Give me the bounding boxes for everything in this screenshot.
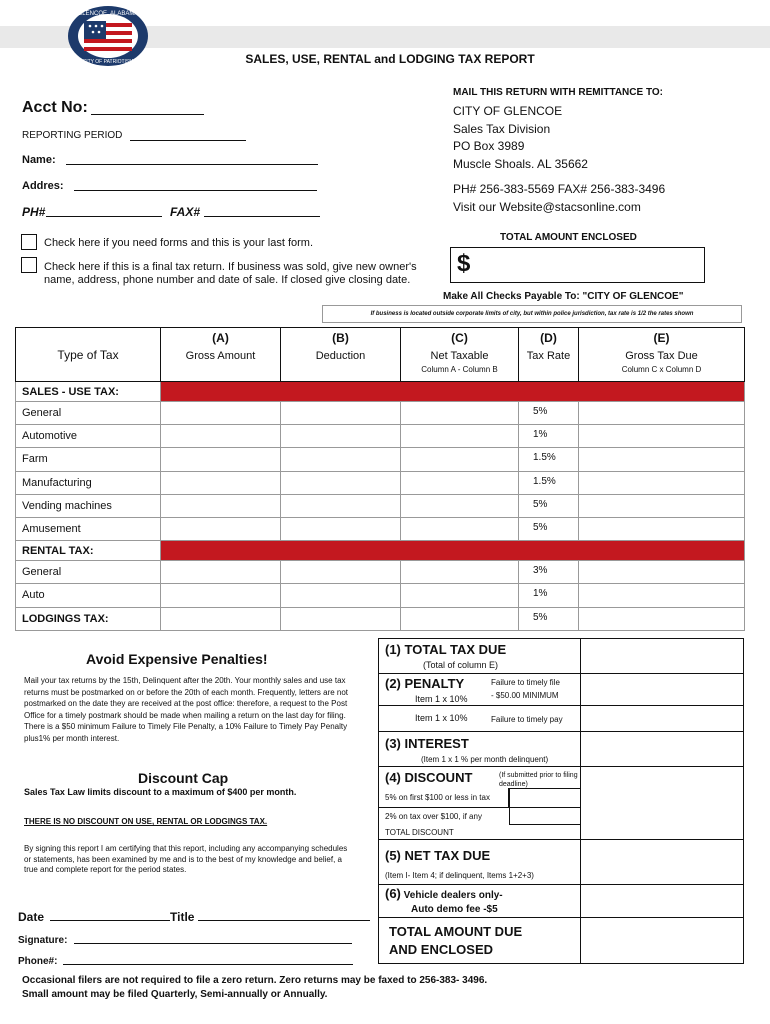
gross-amount-cell[interactable]	[161, 561, 281, 584]
vehicle-label	[385, 887, 503, 917]
penalty-box	[378, 673, 581, 706]
penalty-note-1a: Failure to timely file	[491, 678, 560, 687]
col-a-name: Gross Amount	[185, 350, 256, 362]
mail-line-1: CITY OF GLENCOE	[453, 104, 563, 118]
col-c-name: Net Taxable	[430, 350, 489, 362]
table-row	[16, 471, 745, 494]
col-c-sub: Column A - Column B	[421, 365, 498, 374]
gross-amount-cell[interactable]	[161, 448, 281, 471]
penalties-title: Avoid Expensive Penalties!	[86, 651, 268, 667]
discount-line-2: 2% on tax over $100, if any	[385, 812, 482, 821]
acct-no-field[interactable]	[91, 114, 204, 115]
grand-total-box	[378, 917, 581, 964]
gross-tax-due-cell[interactable]	[579, 471, 745, 494]
col-b-letter: (B)	[332, 331, 349, 345]
gross-amount-cell[interactable]	[161, 517, 281, 540]
col-a-header	[161, 328, 281, 382]
item-6-number: (6)	[385, 886, 401, 901]
table-row	[16, 402, 745, 425]
item-4-title: DISCOUNT	[404, 770, 473, 785]
col-e-header	[579, 328, 745, 382]
tax-rate: 5%	[519, 402, 579, 425]
contact-block	[453, 181, 665, 216]
gross-amount-cell[interactable]	[161, 425, 281, 448]
gross-tax-due-cell[interactable]	[579, 607, 745, 630]
discount-cap-text: Sales Tax Law limits discount to a maximum of $400 per month.	[24, 787, 297, 797]
deduction-cell[interactable]	[281, 425, 401, 448]
net-taxable-cell[interactable]	[401, 494, 519, 517]
tax-type: Farm	[16, 448, 161, 471]
reporting-period-field[interactable]	[130, 140, 246, 141]
fax-field[interactable]	[204, 216, 320, 217]
tax-type: General	[16, 402, 161, 425]
col-c-letter: (C)	[451, 331, 468, 345]
interest-box	[378, 731, 581, 767]
discount-line-2-field[interactable]	[509, 807, 581, 825]
grand-total-field[interactable]	[580, 917, 744, 964]
name-label: Name:	[22, 154, 56, 166]
total-tax-due-sub: (Total of column E)	[423, 660, 499, 670]
table-header-row	[16, 328, 745, 382]
gross-amount-cell[interactable]	[161, 607, 281, 630]
tax-type: Automotive	[16, 425, 161, 448]
total-tax-due-label	[385, 642, 506, 657]
item-5-number: (5)	[385, 848, 401, 863]
deduction-cell[interactable]	[281, 607, 401, 630]
tax-type: Auto	[16, 584, 161, 607]
net-tax-due-field[interactable]	[580, 839, 744, 885]
col-e-name: Gross Tax Due	[625, 350, 698, 362]
net-taxable-cell[interactable]	[401, 607, 519, 630]
tax-rate: 1%	[519, 425, 579, 448]
item-4-number: (4)	[385, 770, 401, 785]
section-row-rental	[16, 541, 745, 561]
name-field[interactable]	[66, 164, 318, 165]
grand-total-line-1: TOTAL AMOUNT DUE	[389, 924, 523, 939]
mail-line-4: Muscle Shoals. AL 35662	[453, 156, 588, 171]
lodging-label: LODGINGS TAX:	[16, 607, 161, 630]
tax-rate: 1.5%	[519, 448, 579, 471]
deduction-cell[interactable]	[281, 584, 401, 607]
gross-tax-due-cell[interactable]	[579, 584, 745, 607]
discount-field[interactable]	[580, 766, 744, 840]
table-row	[16, 448, 745, 471]
dollar-sign: $	[457, 250, 471, 277]
penalty-pay-box	[378, 705, 581, 732]
mail-heading: MAIL THIS RETURN WITH REMITTANCE TO:	[453, 87, 663, 98]
penalty-pay-field[interactable]	[580, 705, 744, 732]
tax-type: General	[16, 561, 161, 584]
penalty-note-1b: - $50.00 MINIMUM	[491, 691, 559, 700]
penalty-label	[385, 676, 464, 691]
title-field[interactable]	[198, 920, 370, 921]
net-taxable-cell[interactable]	[401, 471, 519, 494]
col-type-header: Type of Tax	[16, 328, 161, 382]
table-row	[16, 607, 745, 630]
gross-tax-due-cell[interactable]	[579, 425, 745, 448]
vehicle-line-2: Auto demo fee -$5	[411, 904, 498, 915]
tax-rate: 5%	[519, 517, 579, 540]
acct-no-label: Acct No:	[22, 99, 88, 116]
mail-line-3: PO Box 3989	[453, 139, 525, 153]
discount-line-1: 5% on first $100 or less in tax	[385, 793, 490, 802]
item-1-number: (1)	[385, 642, 401, 657]
report-title: SALES, USE, RENTAL and LODGING TAX REPORT	[245, 52, 535, 66]
section-rental-label: RENTAL TAX:	[16, 541, 161, 561]
item-2-title: PENALTY	[404, 676, 465, 691]
penalties-text: Mail your tax returns by the 15th, Delinquent after the 20th. Your monthly sales and use tax returns must be postmarked on or before the 20th of each month. Frequently, letters are not postmarked on the date they are received at the post office: therefore, a request to the Post Office for a timely postmark should be made when mailing a return on the last day for filing. There is a $50 minimum Failure to Timely File Penalty, a 10% Failure to Timely Pay Penalty plus1% per month interest.	[24, 676, 349, 743]
net-tax-due-sub: (Item I- Item 4; if delinquent, Items 1+2+3)	[385, 871, 534, 880]
deduction-cell[interactable]	[281, 448, 401, 471]
deduction-cell[interactable]	[281, 402, 401, 425]
discount-total-label: TOTAL DISCOUNT	[385, 828, 454, 837]
phone-footer-field[interactable]	[63, 964, 353, 965]
fax-label: FAX#	[170, 205, 201, 219]
vehicle-field[interactable]	[580, 884, 744, 918]
gross-amount-cell[interactable]	[161, 402, 281, 425]
address-label: Addres:	[22, 180, 64, 192]
footer-note	[22, 974, 487, 1002]
tax-type: Amusement	[16, 517, 161, 540]
interest-field[interactable]	[580, 731, 744, 767]
total-tax-due-box	[378, 638, 581, 674]
phone-label: PH#	[22, 205, 46, 219]
contact-phone: PH# 256-383-5569 FAX# 256-383-3496	[453, 182, 666, 196]
reporting-period-label: REPORTING PERIOD	[22, 130, 123, 141]
tax-type: Manufacturing	[16, 471, 161, 494]
discount-line-1-cell	[379, 788, 509, 808]
section-row-sales	[16, 382, 745, 402]
table-row	[16, 517, 745, 540]
net-taxable-cell[interactable]	[401, 425, 519, 448]
section-sales-label: SALES - USE TAX:	[16, 382, 161, 402]
table-row	[16, 584, 745, 607]
penalty-note-2: Failure to timely pay	[491, 715, 563, 724]
address-field[interactable]	[74, 190, 317, 191]
deduction-cell[interactable]	[281, 517, 401, 540]
total-enclosed-label: TOTAL AMOUNT ENCLOSED	[500, 232, 637, 243]
item-3-number: (3)	[385, 736, 401, 751]
gross-tax-due-cell[interactable]	[579, 448, 745, 471]
seal-top-text: GLENCOE, ALABAMA	[77, 11, 139, 17]
col-b-header	[281, 328, 401, 382]
tax-rate: 3%	[519, 561, 579, 584]
net-taxable-cell[interactable]	[401, 402, 519, 425]
vehicle-box	[378, 884, 581, 918]
vehicle-line-1: Vehicle dealers only-	[403, 890, 503, 901]
mail-line-2: Sales Tax Division	[453, 121, 551, 136]
phone-field[interactable]	[46, 216, 162, 217]
table-row	[16, 425, 745, 448]
mail-address	[453, 103, 588, 173]
item-3-title: INTEREST	[404, 736, 469, 751]
gross-tax-due-cell[interactable]	[579, 517, 745, 540]
final-return-label: Check here if this is a final tax return. If business was sold, give new owner's name, address, phone number and date of sale. If closed give closing date.	[44, 261, 417, 286]
grand-total-line-2: AND ENCLOSED	[389, 942, 494, 957]
col-a-letter: (A)	[212, 331, 229, 345]
signature-field[interactable]	[74, 943, 352, 944]
net-taxable-cell[interactable]	[401, 561, 519, 584]
penalty-item-1: Item 1 x 10%	[415, 694, 468, 704]
discount-note: (If submitted prior to filing deadline)	[499, 772, 578, 788]
section-bar	[161, 382, 745, 402]
total-tax-due-field[interactable]	[580, 638, 744, 674]
discount-cap-title: Discount Cap	[138, 770, 229, 786]
date-label: Date	[18, 910, 45, 924]
last-form-label: Check here if you need forms and this is your last form.	[44, 237, 314, 249]
gross-amount-cell[interactable]	[161, 494, 281, 517]
tax-rate: 5%	[519, 607, 579, 630]
col-d-letter: (D)	[540, 331, 557, 345]
net-taxable-cell[interactable]	[401, 517, 519, 540]
tax-table	[15, 327, 745, 631]
last-form-checkbox[interactable]	[21, 234, 37, 250]
item-1-title: TOTAL TAX DUE	[404, 642, 507, 657]
penalty-file-field[interactable]	[580, 673, 744, 706]
gross-tax-due-cell[interactable]	[579, 494, 745, 517]
net-taxable-cell[interactable]	[401, 448, 519, 471]
seal-bottom-text: CITY OF PATRIOTISM	[82, 59, 134, 65]
gross-tax-due-cell[interactable]	[579, 561, 745, 584]
gross-amount-cell[interactable]	[161, 584, 281, 607]
tax-rate: 1%	[519, 584, 579, 607]
penalty-item-2: Item 1 x 10%	[415, 713, 468, 723]
tax-rate: 1.5%	[519, 471, 579, 494]
footer-line-2: Small amount may be filed Quarterly, Semi-annually or Annually.	[22, 989, 328, 1000]
col-d-name: Tax Rate	[526, 350, 571, 362]
table-row	[16, 494, 745, 517]
certify-text: By signing this report I am certifying that this report, including any accompanying schedules or statements, has been examined by me and is to the best of my knowledge and belief, a true and complete report for the period states.	[24, 844, 348, 874]
title-label: Title	[170, 910, 195, 924]
deduction-cell[interactable]	[281, 494, 401, 517]
interest-label	[385, 736, 469, 751]
gross-amount-cell[interactable]	[161, 471, 281, 494]
phone-footer-label: Phone#:	[18, 956, 58, 967]
no-discount-text: THERE IS NO DISCOUNT ON USE, RENTAL OR LODGINGS TAX.	[24, 817, 268, 826]
deduction-cell[interactable]	[281, 471, 401, 494]
final-return-checkbox[interactable]	[21, 257, 37, 273]
col-c-header	[401, 328, 519, 382]
deduction-cell[interactable]	[281, 561, 401, 584]
net-tax-due-label	[385, 848, 490, 863]
interest-sub: (Item 1 x 1 % per month delinquent)	[421, 755, 549, 764]
jurisdiction-note: If business is located outside corporate limits of city, but within police jurisdiction, tax rate is 1/2 the rates shown	[322, 305, 742, 323]
gross-tax-due-cell[interactable]	[579, 402, 745, 425]
item-5-title: NET TAX DUE	[404, 848, 491, 863]
contact-website: Visit our Website@stacsonline.com	[453, 199, 641, 214]
col-e-sub: Column C x Column D	[621, 365, 702, 374]
grand-total-label	[389, 923, 522, 959]
tax-rate: 5%	[519, 494, 579, 517]
discount-label	[385, 770, 472, 785]
net-taxable-cell[interactable]	[401, 584, 519, 607]
item-2-number: (2)	[385, 676, 401, 691]
discount-line-1-field[interactable]	[509, 788, 581, 808]
section-bar	[161, 541, 745, 561]
table-row	[16, 561, 745, 584]
total-enclosed-field[interactable]	[450, 247, 705, 283]
col-e-letter: (E)	[653, 331, 670, 345]
col-b-name: Deduction	[315, 350, 366, 362]
date-field[interactable]	[50, 920, 170, 921]
col-d-header	[519, 328, 579, 382]
footer-line-1: Occasional filers are not required to file a zero return. Zero returns may be faxed to 256-383- 3496.	[22, 975, 488, 986]
signature-label: Signature:	[18, 935, 68, 946]
net-tax-due-box	[378, 839, 581, 885]
payable-to: Make All Checks Payable To: "CITY OF GLENCOE"	[443, 291, 684, 302]
tax-type: Vending machines	[16, 494, 161, 517]
